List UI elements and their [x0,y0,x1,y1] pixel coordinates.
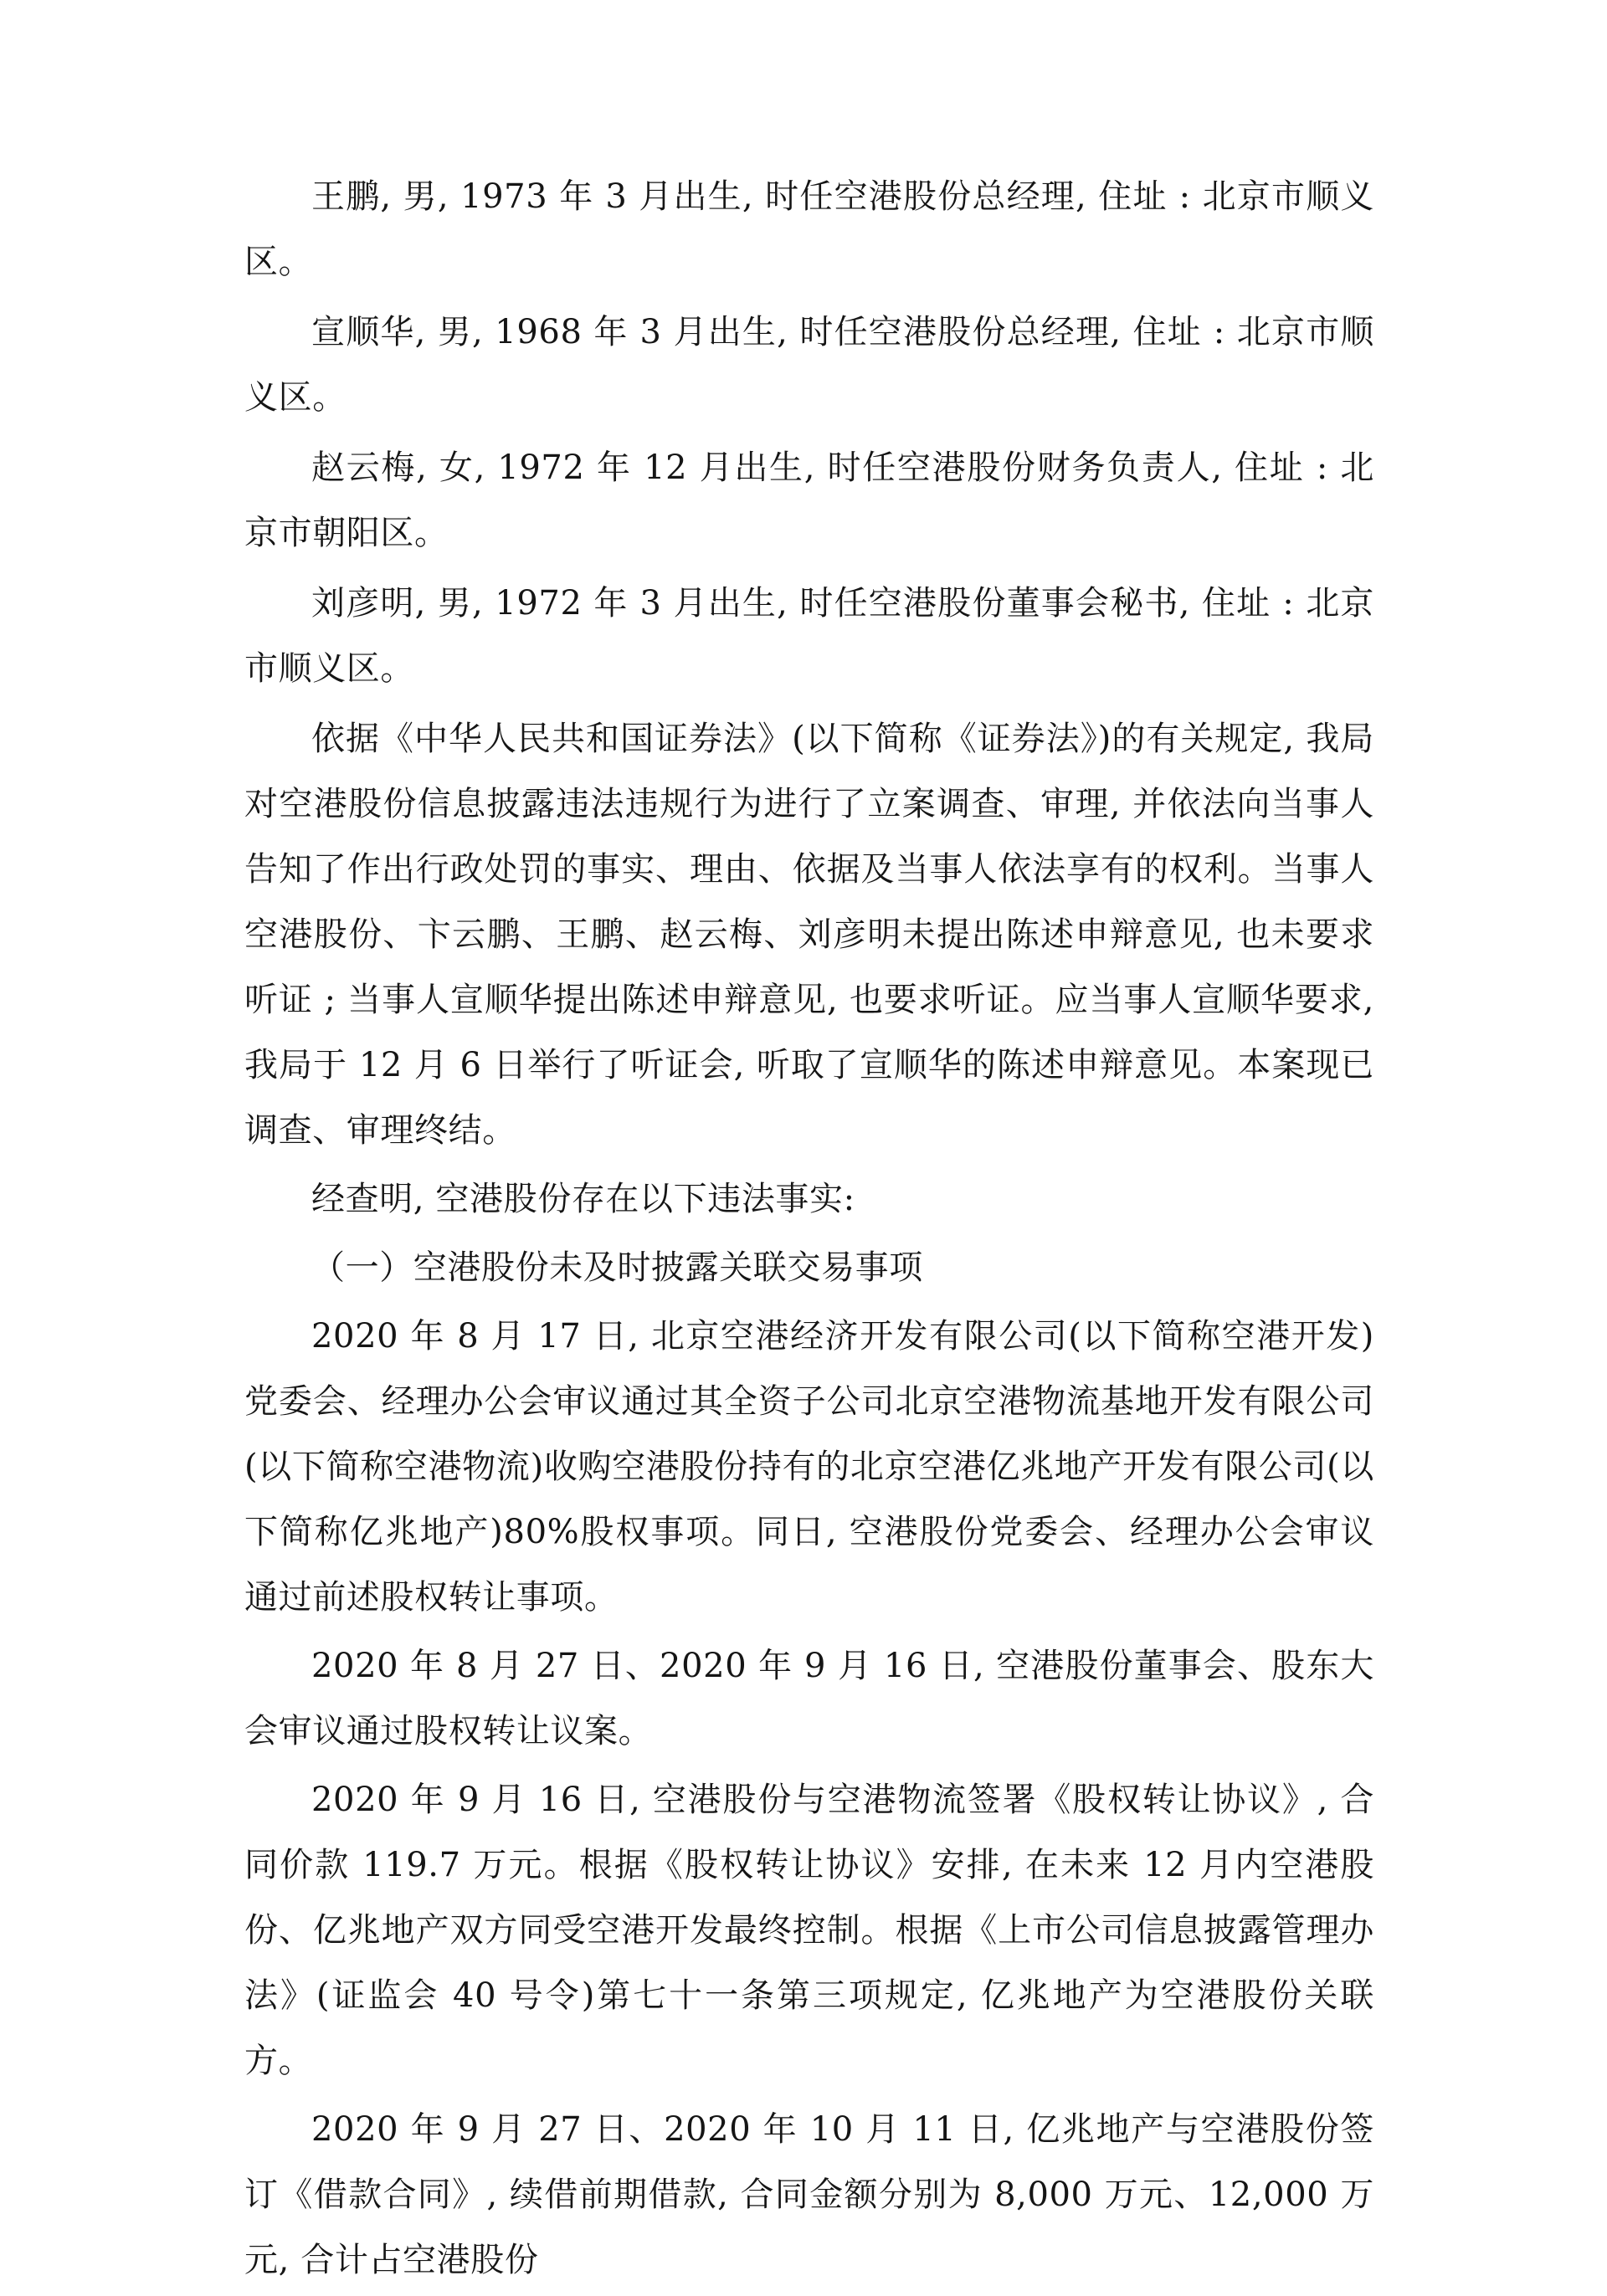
paragraph-fact-2020-08-27: 2020 年 8 月 27 日、2020 年 9 月 16 日, 空港股份董事会、股东大会审议通过股权转让议案。 [244,1647,1374,1750]
section-heading-one: （一）空港股份未及时披露关联交易事项 [311,1248,923,1287]
paragraph-person-liu-yanming: 刘彦明, 男, 1972 年 3 月出生, 时任空港股份董事会秘书, 住址 : 北京市顺义区。 [244,584,1374,688]
paragraph-person-wang-peng: 王鹏, 男, 1973 年 3 月出生, 时任空港股份总经理, 住址 : 北京市顺义区。 [244,177,1374,281]
paragraph-fact-2020-09-16: 2020 年 9 月 16 日, 空港股份与空港物流签署《股权转让协议》, 合同价款 119.7 万元。根据《股权转让协议》安排, 在未来 12 月内空港股份、亿兆地产双方同受空港开发最终控制。根据《上市公司信息披露管理办法》(证监会 40 号令)第七十一条第三项规定, 亿兆地产为空港股份关联方。 [244,1781,1374,2080]
document-text-column [244,164,1374,2296]
paragraph-fact-2020-08-17: 2020 年 8 月 17 日, 北京空港经济开发有限公司(以下简称空港开发)党委会、经理办公会审议通过其全资子公司北京空港物流基地开发有限公司(以下简称空港物流)收购空港股份持有的北京空港亿兆地产开发有限公司(以下简称亿兆地产)80%股权事项。同日, 空港股份党委会、经理办公会审议通过前述股权转让事项。 [244,1317,1374,1617]
paragraph-person-xuan-shunhua: 宣顺华, 男, 1968 年 3 月出生, 时任空港股份总经理, 住址 : 北京市顺义区。 [244,313,1374,417]
paragraph-procedure: 依据《中华人民共和国证券法》(以下简称《证券法》)的有关规定, 我局对空港股份信息披露违法违规行为进行了立案调查、审理, 并依法向当事人告知了作出行政处罚的事实、理由、依据及当事人依法享有的权利。当事人空港股份、卞云鹏、王鹏、赵云梅、刘彦明未提出陈述申辩意见, 也未要求听证 ; 当事人宣顺华提出陈述申辩意见, 也要求听证。应当事人宣顺华要求, 我局于 12 月 6 日举行了听证会, 听取了宣顺华的陈述申辩意见。本案现已调查、审理终结。 [244,720,1374,1150]
paragraph-findings-intro: 经查明, 空港股份存在以下违法事实: [311,1180,855,1218]
paragraph-person-zhao-yunmei: 赵云梅, 女, 1972 年 12 月出生, 时任空港股份财务负责人, 住址 : 北京市朝阳区。 [244,448,1374,552]
paragraph-fact-2020-09-27: 2020 年 9 月 27 日、2020 年 10 月 11 日, 亿兆地产与空港股份签订《借款合同》, 续借前期借款, 合同金额分别为 8,000 万元、12,000 万元, 合计占空港股份 [244,2110,1374,2279]
